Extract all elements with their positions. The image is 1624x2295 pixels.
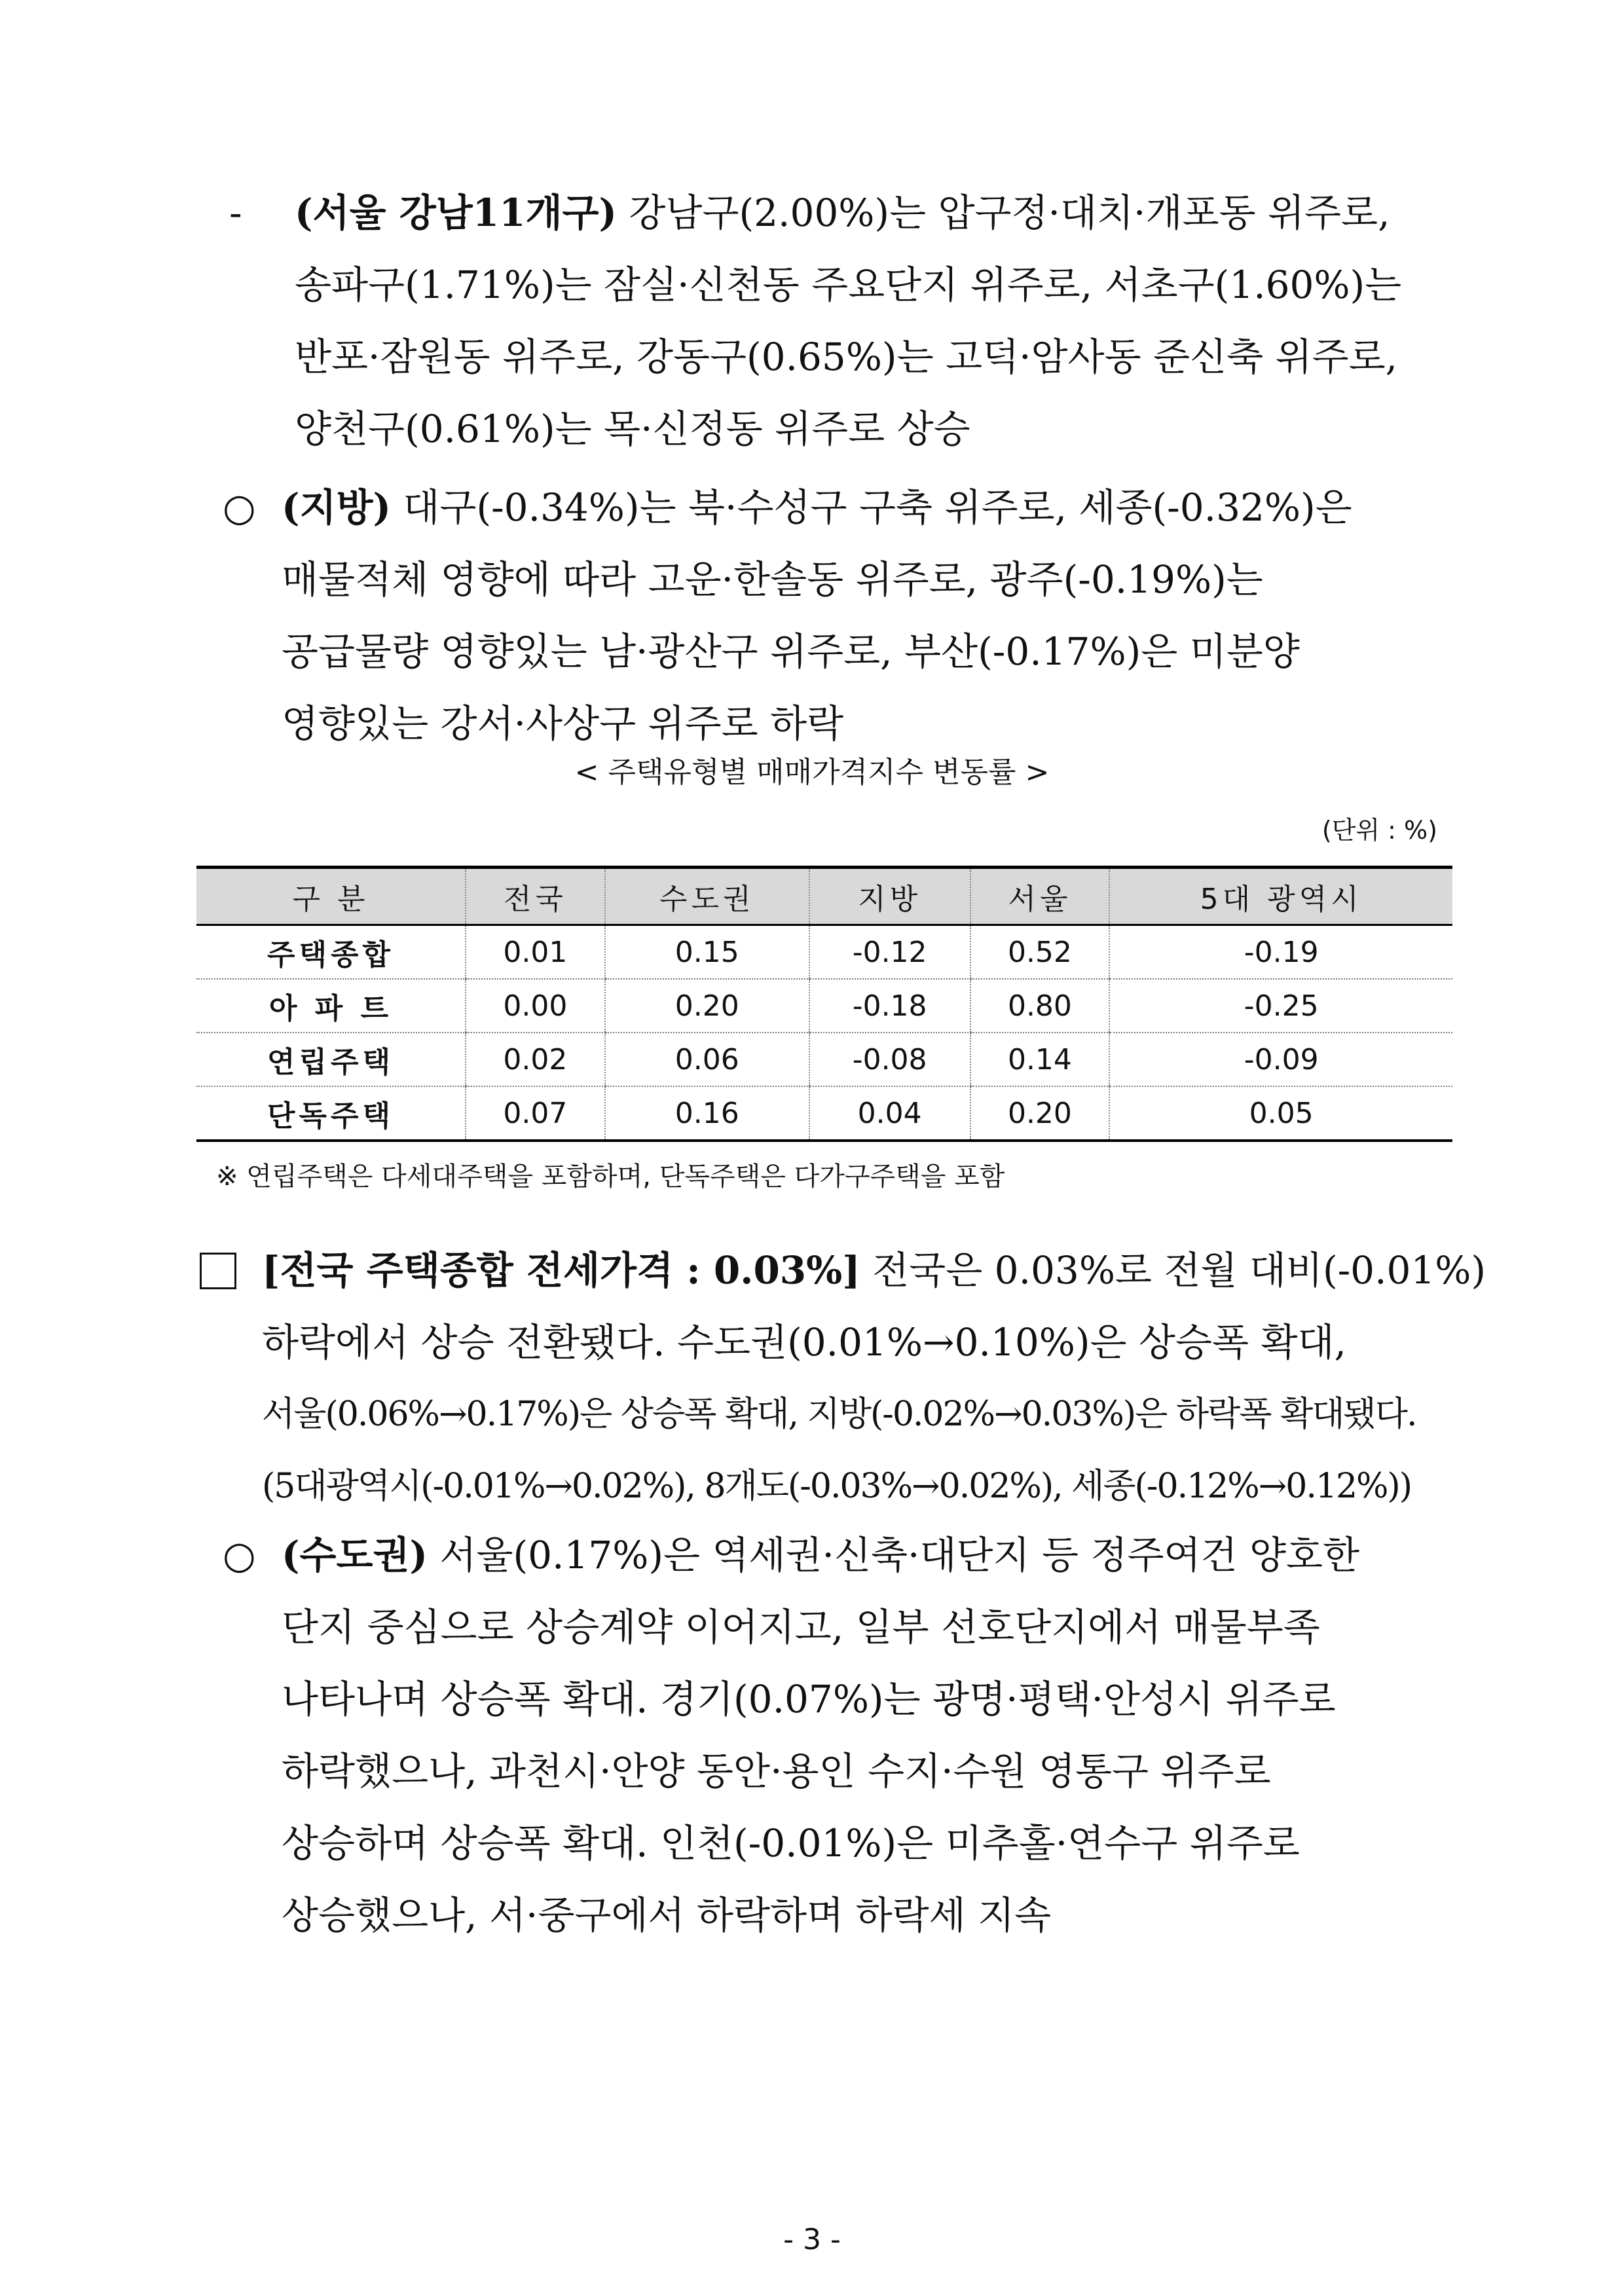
- table-header-row: [196, 868, 1452, 925]
- table-footnote: ※ 연립주택은 다세대주택을 포함하며, 단독주택은 다가구주택을 포함: [216, 1162, 1005, 1192]
- paragraph-line: 하락했으나, 과천시·안양 동안·용인 수지·수원 영통구 위주로: [282, 1749, 1271, 1793]
- table-cell: 0.20: [605, 979, 809, 1033]
- table-cell: 0.14: [970, 1033, 1110, 1086]
- table-cell: 0.06: [605, 1033, 809, 1086]
- header-provinces: 지방: [809, 868, 970, 925]
- table-caption: < 주택유형별 매매가격지수 변동률 >: [574, 756, 1050, 789]
- paragraph-line: 영향있는 강서·사상구 위주로 하락: [282, 701, 844, 746]
- paragraph-line: 공급물량 영향있는 남·광산구 위주로, 부산(-0.17%)은 미분양: [282, 629, 1300, 674]
- row-label: 연립주택: [196, 1033, 466, 1086]
- header-category: 구 분: [196, 868, 466, 925]
- header-metro-cities: 5대 광역시: [1109, 868, 1452, 925]
- table-cell: -0.18: [809, 979, 970, 1033]
- paragraph-line: [223, 1519, 1454, 1591]
- header-nationwide: 전국: [466, 868, 605, 925]
- table-cell: 0.05: [1109, 1086, 1452, 1141]
- table-cell: 0.00: [466, 979, 605, 1033]
- table-cell: 0.16: [605, 1086, 809, 1141]
- paragraph-text: 전국은 0.03%로 전월 대비(-0.01%): [860, 1248, 1486, 1293]
- paragraph-line: 단지 중심으로 상승계약 이어지고, 일부 선호단지에서 매물부족: [282, 1605, 1320, 1649]
- row-label: 아 파 트: [196, 979, 466, 1033]
- table-cell: 0.80: [970, 979, 1110, 1033]
- table-cell: 0.02: [466, 1033, 605, 1086]
- header-seoul: 서울: [970, 868, 1110, 925]
- table-row: [196, 1086, 1452, 1141]
- table-cell: 0.15: [605, 925, 809, 980]
- paragraph-line: [229, 177, 1454, 249]
- table-cell: 0.07: [466, 1086, 605, 1141]
- table-row: [196, 979, 1452, 1033]
- paragraph-line: 상승하며 상승폭 확대. 인천(-0.01%)은 미추홀·연수구 위주로: [282, 1821, 1300, 1865]
- paragraph-text: 서울(0.17%)은 역세권·신축·대단지 등 정주여건 양호한: [427, 1533, 1360, 1577]
- paragraph-line: 반포·잠원동 위주로, 강동구(0.65%)는 고덕·암사동 준신축 위주로,: [295, 335, 1398, 379]
- seoul-gangnam-paragraph: [229, 177, 1454, 465]
- paragraph-line: 서울(0.06%→0.17%)은 상승폭 확대, 지방(-0.02%→0.03%)은 하락폭 확대됐다.: [262, 1395, 1416, 1434]
- table-unit: (단위 : %): [1321, 816, 1437, 845]
- header-capital-area: 수도권: [605, 868, 809, 925]
- table-cell: -0.25: [1109, 979, 1452, 1033]
- section-heading: (지방): [282, 485, 391, 530]
- table-cell: -0.09: [1109, 1033, 1452, 1086]
- jeonse-paragraph: [200, 1234, 1486, 1522]
- table-row: [196, 1033, 1452, 1086]
- dash-marker: -: [229, 191, 242, 235]
- paragraph-line: 나타나며 상승폭 확대. 경기(0.07%)는 광명·평택·안성시 위주로: [282, 1677, 1336, 1721]
- table-cell: 0.20: [970, 1086, 1110, 1141]
- capital-area-paragraph: [223, 1519, 1454, 1951]
- table-cell: -0.12: [809, 925, 970, 980]
- price-change-table: [196, 866, 1452, 1142]
- paragraph-line: 하락에서 상승 전환됐다. 수도권(0.01%→0.10%)은 상승폭 확대,: [262, 1320, 1346, 1365]
- paragraph-line: [200, 1234, 1486, 1306]
- row-label: 단독주택: [196, 1086, 466, 1141]
- paragraph-line: (5대광역시(-0.01%→0.02%), 8개도(-0.03%→0.02%), 세종(-0.12%→0.12%)): [262, 1467, 1412, 1506]
- page-number: - 3 -: [783, 2223, 841, 2256]
- section-heading: (수도권): [282, 1533, 428, 1577]
- checkbox-square-icon: [200, 1253, 236, 1289]
- paragraph-line: 매물적체 영향에 따라 고운·한솔동 위주로, 광주(-0.19%)는: [282, 557, 1263, 602]
- jibang-paragraph: [223, 471, 1454, 760]
- row-label: 주택종합: [196, 925, 466, 980]
- section-heading: (서울 강남11개구): [295, 191, 617, 235]
- paragraph-line: 양천구(0.61%)는 목·신정동 위주로 상승: [295, 407, 970, 451]
- table-cell: 0.01: [466, 925, 605, 980]
- paragraph-text: 대구(-0.34%)는 북·수성구 구축 위주로, 세종(-0.32%)은: [390, 485, 1352, 530]
- paragraph-line: [223, 471, 1454, 543]
- paragraph-text: 강남구(2.00%)는 압구정·대치·개포동 위주로,: [616, 191, 1390, 235]
- circle-bullet-icon: ○: [223, 485, 256, 530]
- table-cell: 0.52: [970, 925, 1110, 980]
- table-row: [196, 925, 1452, 980]
- paragraph-line: 상승했으나, 서·중구에서 하락하며 하락세 지속: [282, 1893, 1052, 1937]
- table-cell: -0.19: [1109, 925, 1452, 980]
- section-heading: [전국 주택종합 전세가격 : 0.03%]: [262, 1248, 860, 1293]
- table-cell: 0.04: [809, 1086, 970, 1141]
- paragraph-line: 송파구(1.71%)는 잠실·신천동 주요단지 위주로, 서초구(1.60%)는: [295, 263, 1402, 307]
- circle-bullet-icon: ○: [223, 1533, 256, 1577]
- table-cell: -0.08: [809, 1033, 970, 1086]
